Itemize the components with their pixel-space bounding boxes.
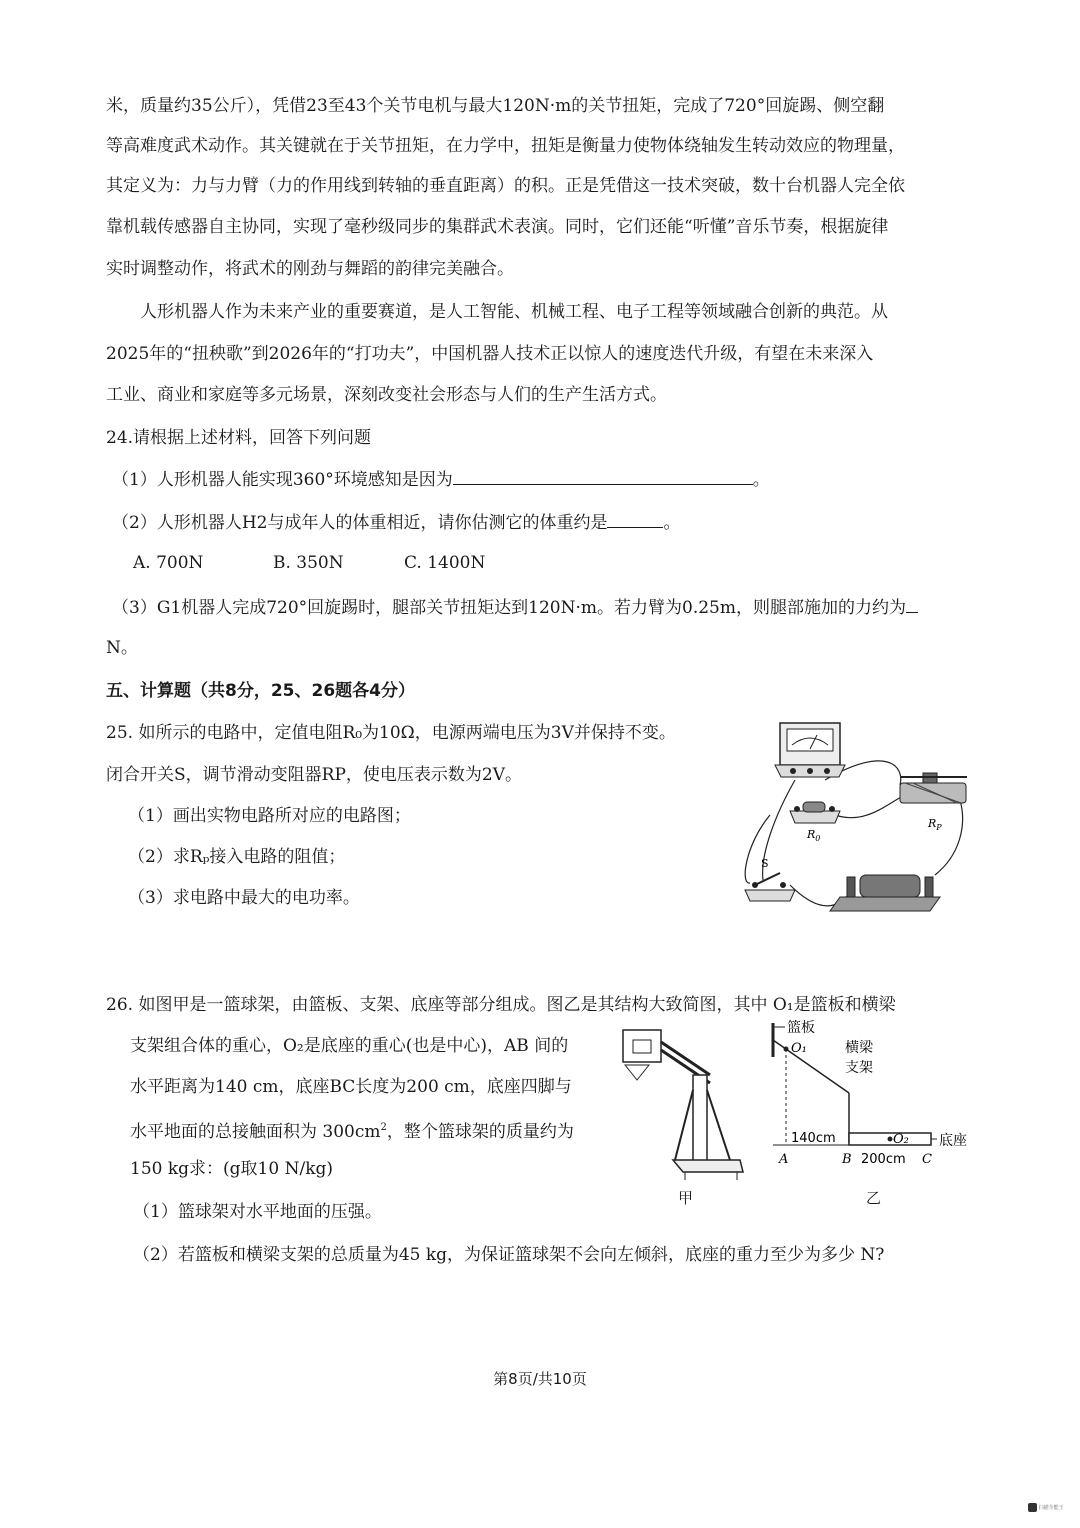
voltmeter-drawing [775,723,845,777]
rheostat-drawing [900,773,967,803]
q26-line4-b: ，整个篮球架的质量约为 [386,1122,574,1142]
material-p1-line3: 其定义为：力与力臂（力的作用线到转轴的垂直距离）的积。正是凭借这一技术突破，数十台机器人完全依 [106,176,905,196]
q24-sub3-answer-blank[interactable] [906,594,918,613]
scanner-stamp [1028,1503,1074,1512]
q24-sub1 [112,466,770,492]
circuit-figure [735,705,975,920]
label-beam2: 支架 [845,1060,873,1076]
label-200cm: 200cm [861,1152,906,1167]
material-p1-line5: 实时调整动作，将武术的刚劲与舞蹈的韵律完美融合。 [106,259,514,279]
label-a: A [779,1152,789,1167]
figure-yi-label: 乙 [866,1189,882,1207]
q24-sub1-prompt: （1）人形机器人能实现360°环境感知是因为 [112,470,453,490]
label-o1: O₁ [791,1041,807,1056]
q26-line3: 水平距离为140 cm，底座BC长度为200 cm，底座四脚与 [130,1077,572,1097]
q26-line4 [130,1116,574,1144]
material-p2-line3: 工业、商业和家庭等多元场景，深刻改变社会形态与人们的生产生活方式。 [106,385,667,405]
battery-drawing [830,875,940,911]
q25-sub1: （1）画出实物电路所对应的电路图； [128,806,411,826]
label-o2: O₂ [893,1132,909,1147]
q24-title: 24.请根据上述材料，回答下列问题 [106,428,372,448]
label-s: S [761,857,769,870]
label-c: C [922,1152,932,1167]
q24-sub1-answer-blank[interactable] [453,466,753,485]
q24-sub2-answer-blank[interactable] [607,509,663,528]
q25-line1: 25. 如所示的电路中，定值电阻R₀为10Ω，电源两端电压为3V并保持不变。 [106,723,676,743]
q25-sub3: （3）求电路中最大的电功率。 [128,888,360,908]
material-p2-line2: 2025年的“扭秧歌”到2026年的“打功夫”，中国机器人技术正以惊人的速度迭代升级，有望在未来深入 [106,344,874,364]
switch-drawing [745,873,795,901]
q26-line2: 支架组合体的重心，O₂是底座的重心(也是中心)，AB 间的 [130,1036,569,1056]
figure-jia-label: 甲 [678,1189,694,1207]
label-rp: $R_P$ [928,817,942,832]
q26-line4-a: 水平地面的总接触面积为 300cm [130,1122,381,1142]
section5-title: 五、计算题（共8分，25、26题各4分） [106,681,415,701]
q24-option-a: A. 700N [133,553,204,573]
material-p1-line2: 等高难度武术动作。其关键就在于关节扭矩，在力学中，扭矩是衡量力使物体绕轴发生转动效应的物理量， [106,136,905,156]
q24-option-c: C. 1400N [404,553,486,573]
q26-sub2: （2）若篮板和横梁支架的总质量为45 kg，为保证篮球架不会向左倾斜，底座的重力至少为多少 N? [133,1245,885,1265]
q24-sub1-end: 。 [752,470,770,490]
q26-line5: 150 kg求：(g取10 N/kg) [130,1159,334,1179]
q24-sub2 [112,509,680,535]
label-140cm: 140cm [791,1131,836,1146]
q26-sub1: （1）篮球架对水平地面的压强。 [133,1202,382,1222]
material-p1-line1: 米，质量约35公斤），凭借23至43个关节电机与最大120N·m的关节扭矩，完成了720°回旋踢、侧空翻 [106,96,885,116]
q25-sub2: （2）求Rₚ接入电路的阻值； [128,847,346,867]
q26-line4-sup: 2 [380,1122,387,1133]
structure-diagram-figure [765,1015,980,1185]
q26-line1: 26. 如图甲是一篮球架，由篮板、支架、底座等部分组成。图乙是其结构大致简图，其中 O₁是篮板和横梁 [106,995,896,1015]
material-p1-line4: 靠机载传感器自主协同，实现了毫秒级同步的集群武术表演。同时，它们还能“听懂”音乐节奏，根据旋律 [106,217,889,237]
label-base: 底座 [939,1133,967,1149]
q24-sub3-prompt: （3）G1机器人完成720°回旋踢时，腿部关节扭矩达到120N·m。若力臂为0.25m，则腿部施加的力约为 [112,598,906,618]
material-p2-line1: 人形机器人作为未来产业的重要赛道，是人工智能、机械工程、电子工程等领域融合创新的典范。从 [140,302,888,322]
label-b: B [842,1152,852,1167]
scanner-logo-icon [1028,1503,1037,1512]
label-r0: $R_0$ [807,828,821,843]
resistor-r0-drawing [790,802,840,823]
q24-sub3-line2: N。 [106,638,138,658]
q25-line2: 闭合开关S，调节滑动变阻器RP，使电压表示数为2V。 [106,765,522,785]
label-beam1: 横梁 [845,1040,873,1056]
q24-sub3-line1 [112,594,918,620]
label-board: 篮板 [787,1020,815,1036]
page-number: 第8页/共10页 [493,1370,587,1388]
q24-sub2-prompt: （2）人形机器人H2与成年人的体重相近，请你估测它的体重约是 [112,513,608,533]
scanner-stamp-text: 扫描全能王 [1038,1505,1064,1511]
q24-sub2-end: 。 [663,513,681,533]
q24-option-b: B. 350N [273,553,344,573]
